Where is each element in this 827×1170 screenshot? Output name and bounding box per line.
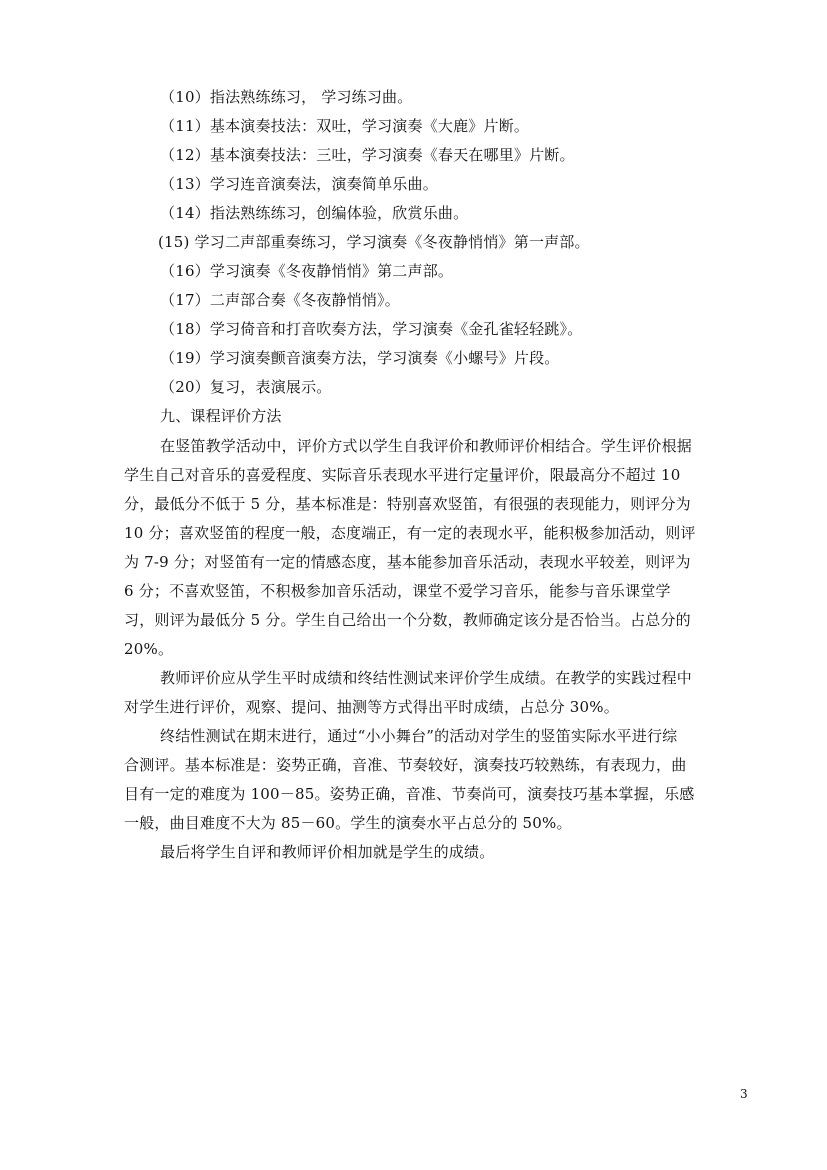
paragraph-line: 目有一定的难度为 100－85。姿势正确，音准、节奏尚可，演奏技巧基本掌握，乐感: [124, 785, 695, 803]
list-item: (15) 学习二声部重奏练习，学习演奏《冬夜静悄悄》第一声部。: [158, 233, 590, 251]
paragraph-line: 学生自己对音乐的喜爱程度、实际音乐表现水平进行定量评价，限最高分不超过 10: [124, 466, 681, 484]
section-heading: 九、课程评价方法: [160, 407, 282, 425]
list-item: （11）基本演奏技法：双吐，学习演奏《大鹿》片断。: [160, 117, 530, 135]
list-item: （13）学习连音演奏法，演奏简单乐曲。: [160, 175, 438, 193]
list-item: （10）指法熟练练习， 学习练习曲。: [160, 88, 413, 106]
paragraph-line: 分，最低分不低于 5 分，基本标准是：特别喜欢竖笛，有很强的表现能力，则评分为: [124, 495, 691, 513]
paragraph-line: 10 分；喜欢竖笛的程度一般，态度端正，有一定的表现水平，能积极参加活动，则评: [124, 524, 696, 542]
page-number: 3: [740, 1087, 748, 1101]
paragraph-line: 对学生进行评价，观察、提问、抽测等方式得出平时成绩，占总分 30%。: [124, 698, 619, 716]
paragraph-line: 20%。: [124, 640, 174, 658]
paragraph-line: 合测评。基本标准是：姿势正确，音准、节奏较好，演奏技巧较熟练，有表现力，曲: [124, 756, 687, 774]
list-item: （12）基本演奏技法：三吐，学习演奏《春天在哪里》片断。: [160, 146, 575, 164]
list-item: （16）学习演奏《冬夜静悄悄》第二声部。: [160, 262, 454, 280]
list-item: （14）指法熟练练习，创编体验，欣赏乐曲。: [160, 204, 469, 222]
list-item: （20）复习，表演展示。: [160, 378, 332, 396]
paragraph-line: 教师评价应从学生平时成绩和终结性测试来评价学生成绩。在教学的实践过程中: [160, 669, 693, 687]
list-item: （19）学习演奏颤音演奏方法，学习演奏《小螺号》片段。: [160, 349, 560, 367]
paragraph-line: 习，则评为最低分 5 分。学生自己给出一个分数，教师确定该分是否恰当。占总分的: [124, 611, 691, 629]
paragraph-line: 6 分；不喜欢竖笛，不积极参加音乐活动，课堂不爱学习音乐，能参与音乐课堂学: [124, 582, 671, 600]
paragraph-line: 终结性测试在期末进行，通过“小小舞台”的活动对学生的竖笛实际水平进行综: [160, 727, 678, 745]
paragraph-line: 为 7-9 分；对竖笛有一定的情感态度，基本能参加音乐活动，表现水平较差，则评为: [124, 553, 691, 571]
list-item: （17）二声部合奏《冬夜静悄悄》。: [160, 291, 400, 309]
paragraph-line: 在竖笛教学活动中，评价方式以学生自我评价和教师评价相结合。学生评价根据: [160, 437, 693, 455]
paragraph-line: 一般，曲目难度不大为 85－60。学生的演奏水平占总分的 50%。: [124, 814, 572, 832]
list-item: （18）学习倚音和打音吹奏方法，学习演奏《金孔雀轻轻跳》。: [160, 320, 583, 338]
paragraph-line: 最后将学生自评和教师评价相加就是学生的成绩。: [160, 843, 495, 861]
